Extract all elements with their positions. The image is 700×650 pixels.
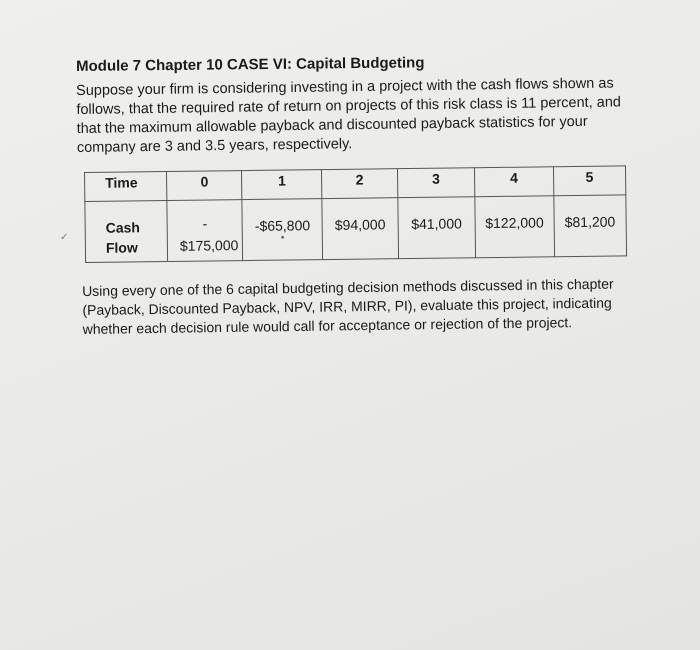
cash-flow-0-sign: -	[202, 215, 208, 232]
time-0: 0	[167, 171, 243, 201]
cash-flow-1	[242, 199, 322, 261]
cash-flow-0-value: $175,000	[179, 237, 239, 254]
time-2: 2	[322, 169, 398, 199]
time-label: Time	[85, 171, 167, 201]
time-1: 1	[242, 170, 322, 200]
cash-label-line1: Cash	[105, 219, 141, 236]
cash-flow-row	[85, 195, 627, 263]
cash-flow-4: $122,000	[475, 196, 554, 258]
time-5: 5	[553, 166, 626, 196]
cash-flow-table	[84, 165, 627, 263]
cash-flow-3: $41,000	[398, 197, 476, 259]
question-paragraph: Using every one of the 6 capital budgeting decision methods discussed in this chapter (Payback, Discounted Payback, NPV, IRR, MIRR, PI), evaluate this project, indicating whether each decision rule would call for acceptance or rejection of the project.	[82, 275, 614, 337]
time-4: 4	[475, 167, 554, 197]
cash-flow-1-value: -$65,800	[254, 217, 311, 234]
intro-paragraph: Suppose your firm is considering investing in a project with the cash flows shown as follows, that the required rate of return on projects of this risk class is 11 percent, and that the maximum allowable payback and discounted payback statistics for your company are 3 and 3.5 years, respectively.	[76, 75, 622, 156]
time-3: 3	[397, 168, 475, 198]
document-title: Module 7 Chapter 10 CASE VI: Capital Budgeting	[76, 54, 425, 75]
cash-label-line2: Flow	[105, 239, 138, 256]
cash-flow-label	[85, 200, 168, 262]
margin-mark: ✓	[60, 232, 69, 243]
stray-dot: •	[280, 232, 285, 244]
cash-flow-5: $81,200	[553, 195, 626, 257]
cash-flow-2: $94,000	[322, 198, 398, 260]
cash-flow-0	[167, 200, 243, 262]
